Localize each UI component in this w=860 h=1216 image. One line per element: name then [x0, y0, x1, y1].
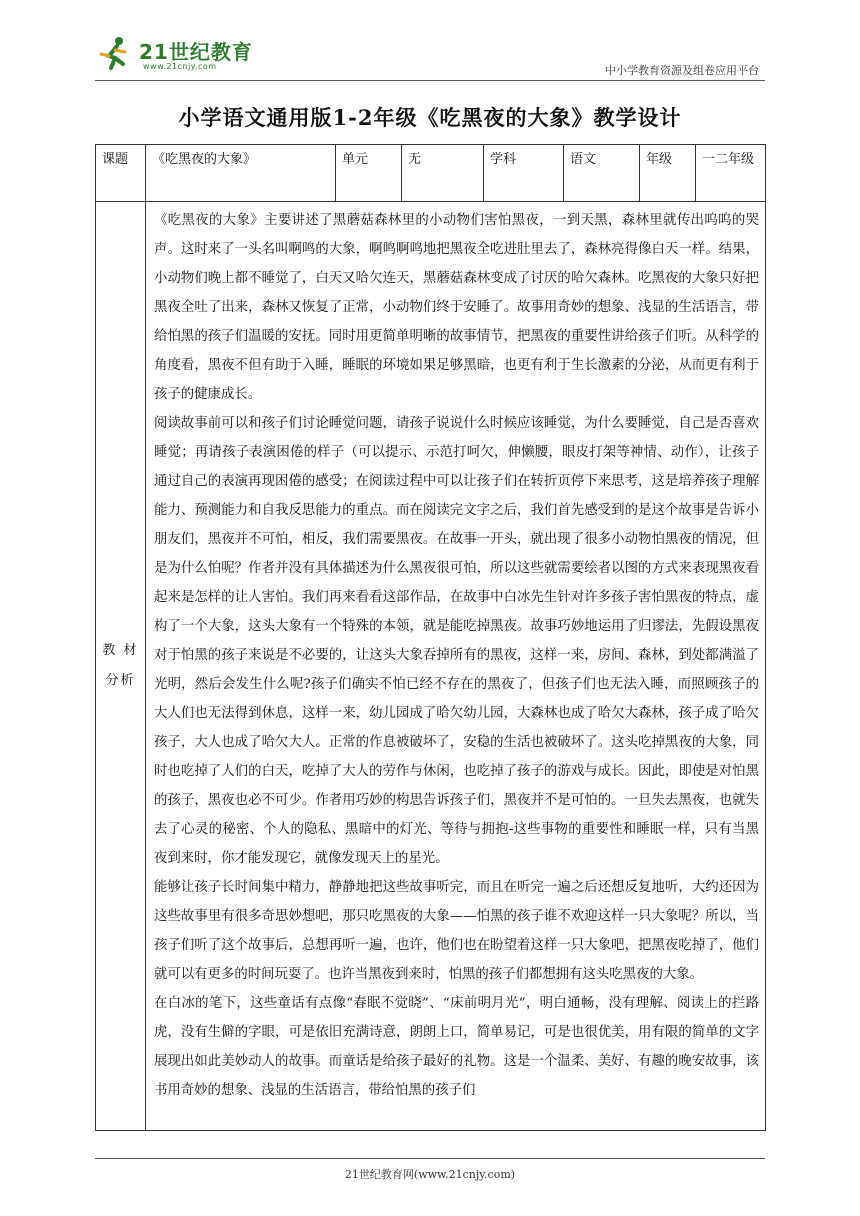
unit-label: 单元 [336, 145, 402, 202]
lesson-value: 《吃黑夜的大象》 [146, 145, 336, 202]
logo-url: www.21cnjy.com [143, 62, 217, 71]
subject-value: 语文 [564, 145, 640, 202]
document-title: 小学语文通用版1-2年级《吃黑夜的大象》教学设计 [178, 105, 682, 130]
lesson-plan-table [95, 144, 766, 1131]
info-row [96, 145, 766, 202]
header-divider [95, 80, 765, 81]
runner-logo-icon [95, 34, 135, 74]
footer-divider [95, 1158, 765, 1159]
footer-text[interactable]: 21世纪教育网(www.21cnjy.com) [344, 1168, 516, 1181]
page-header [95, 28, 765, 80]
grade-label: 年级 [640, 145, 696, 202]
logo[interactable] [95, 34, 265, 80]
grade-value: 一二年级 [696, 145, 766, 202]
unit-value: 无 [402, 145, 484, 202]
analysis-paragraph: 阅读故事前可以和孩子们讨论睡觉问题，请孩子说说什么时候应该睡觉，为什么要睡觉，自己是否喜欢睡觉；再请孩子表演困倦的样子（可以提示、示范打呵欠，伸懒腰，眼皮打架等神情、动作），让孩子通过自己的表演再现困倦的感受；在阅读过程中可以让孩子们在转折页停下来思考，这是培养孩子理解能力、预测能力和自我反思能力的重点。而在阅读完文字之后，我们首先感受到的是这个故事是告诉小朋友们，黑夜并不可怕，相反，我们需要黑夜。在故事一开头，就出现了很多小动物怕黑夜的情况，但是为什么怕呢？作者并没有具体描述为什么黑夜很可怕，所以这些就需要绘者以图的方式来表现黑夜看起来是怎样的让人害怕。我们再来看看这部作品，在故事中白冰先生针对许多孩子害怕黑夜的特点，虚构了一个大象，这头大象有一个特殊的本领，就是能吃掉黑夜。故事巧妙地运用了归谬法，先假设黑夜对于怕黑的孩子来说是不必要的，让这头大象吞掉所有的黑夜，这样一来，房间、森林，到处都满溢了光明，然后会发生什么呢?孩子们确实不怕已经不存在的黑夜了，但孩子们也无法入睡，而照顾孩子的大人们也无法得到休息，这样一来，幼儿园成了哈欠幼儿园，大森林也成了哈欠大森林，孩子成了哈欠孩子，大人也成了哈欠大人。正常的作息被破坏了，安稳的生活也被破坏了。这头吃掉黑夜的大象，同时也吃掉了人们的白天，吃掉了大人的劳作与休闲，也吃掉了孩子的游戏与成长。因此，即使是对怕黑的孩子，黑夜也必不可少。作者用巧妙的构思告诉孩子们，黑夜并不是可怕的。一旦失去黑夜，也就失去了心灵的秘密、个人的隐私、黑暗中的灯光、等待与拥抱-这些事物的重要性和睡眠一样，只有当黑夜到来时，你才能发现它，就像发现天上的星光。 [154, 416, 759, 866]
analysis-content [146, 202, 766, 1131]
subject-label: 学科 [484, 145, 564, 202]
analysis-label-line1: 教 材 [102, 643, 139, 658]
lesson-label: 课题 [96, 145, 146, 202]
logo-title: 21世纪教育 [139, 40, 253, 64]
analysis-label [96, 202, 146, 1131]
analysis-paragraph: 在白冰的笔下，这些童话有点像“春眠不觉晓”、“床前明月光”，明白通畅，没有理解、阅读上的拦路虎，没有生僻的字眼，可是依旧充满诗意，朗朗上口，简单易记，可是也很优美，用有限的简单的文字展现出如此美妙动人的故事。而童话是给孩子最好的礼物。这是一个温柔、美好、有趣的晚安故事，该书用奇妙的想象、浅显的生活语言，带给怕黑的孩子们 [154, 996, 759, 1098]
platform-name: 中小学教育资源及组卷应用平台 [605, 64, 759, 77]
analysis-row [96, 202, 766, 1131]
analysis-paragraph: 能够让孩子长时间集中精力，静静地把这些故事听完，而且在听完一遍之后还想反复地听，大约还因为这些故事里有很多奇思妙想吧，那只吃黑夜的大象——怕黑的孩子谁不欢迎这样一只大象呢？所以，当孩子们听了这个故事后，总想再听一遍，也许，他们也在盼望着这样一只大象吧，把黑夜吃掉了，他们就可以有更多的时间玩耍了。也许当黑夜到来时，怕黑的孩子们都想拥有这头吃黑夜的大象。 [154, 880, 759, 982]
analysis-label-line2: 分析 [105, 673, 136, 688]
analysis-paragraph: 《吃黑夜的大象》主要讲述了黑蘑菇森林里的小动物们害怕黑夜，一到天黑，森林里就传出呜呜的哭声。这时来了一头名叫啊鸣的大象，啊鸣啊鸣地把黑夜全吃进肚里去了，森林亮得像白天一样。结果，小动物们晚上都不睡觉了，白天又哈欠连天，黑蘑菇森林变成了讨厌的哈欠森林。吃黑夜的大象只好把黑夜全吐了出来，森林又恢复了正常，小动物们终于安睡了。故事用奇妙的想象、浅显的生活语言，带给怕黑的孩子们温暖的安抚。同时用更简单明晰的故事情节，把黑夜的重要性讲给孩子们听。从科学的角度看，黑夜不但有助于入睡，睡眠的环境如果足够黑暗，也更有利于生长激素的分泌，从而更有利于孩子的健康成长。 [154, 213, 759, 402]
